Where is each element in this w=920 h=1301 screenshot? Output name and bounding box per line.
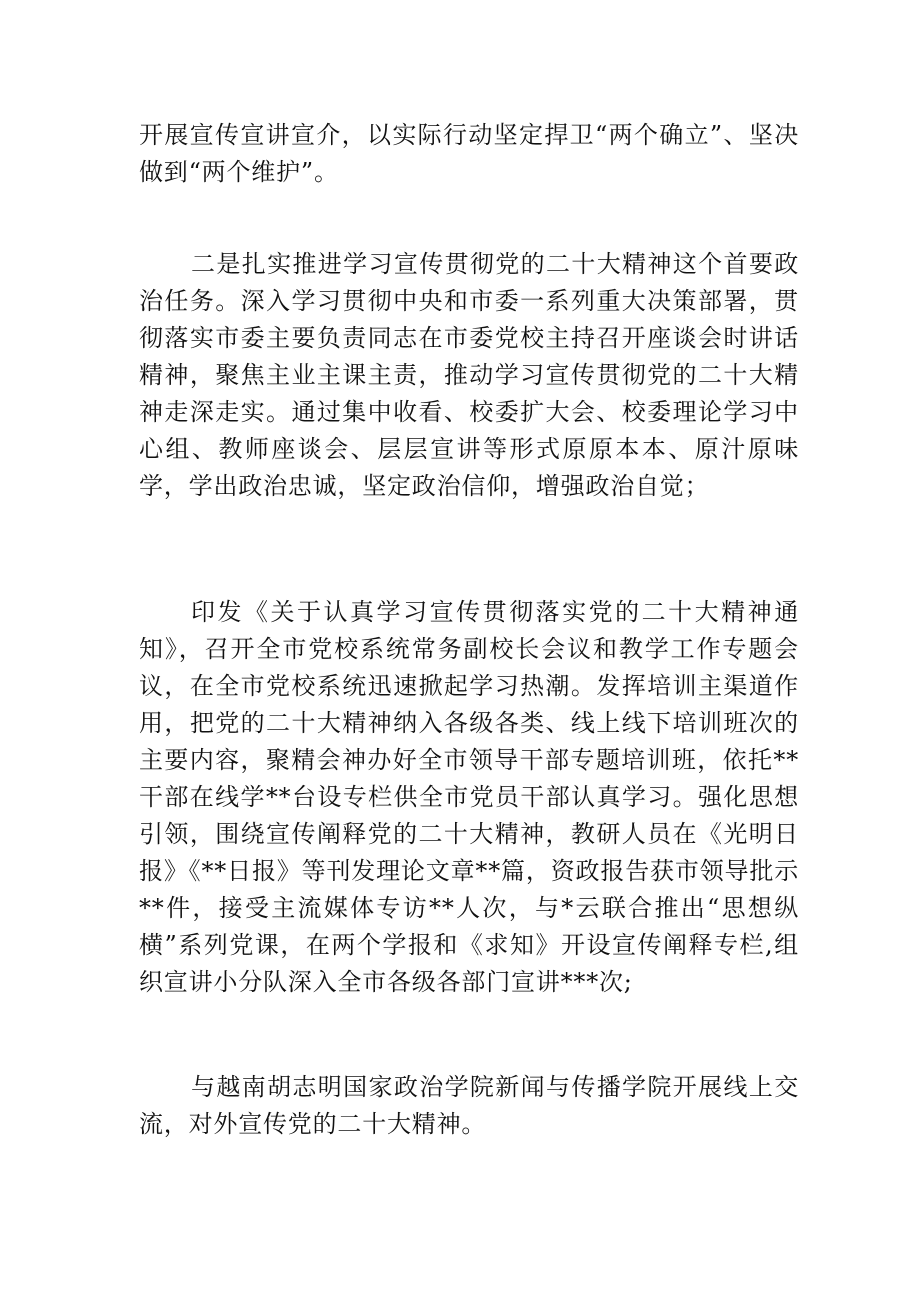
paragraph-notice-training: 印发《关于认真学习宣传贯彻落实党的二十大精神通知》，召开全市党校系统常务副校长会议和教学工作专题会议，在全市党校系统迅速掀起学习热潮。发挥培训主渠道作用，把党的二十大精神纳入各级各类、线上线下培训班次的主要内容，聚精会神办好全市领导干部专题培训班，依托**干部在线学**台设专栏供全市党员干部认真学习。强化思想引领，围绕宣传阐释党的二十大精神，教研人员在《光明日报》《**日报》等刊发理论文章**篇，资政报告获市领导批示**件，接受主流媒体专访**人次，与*云联合推出“思想纵横”系列党课，在两个学报和《求知》开设宣传阐释专栏,组织宣讲小分队深入全市各级各部门宣讲***次; [139,598,799,996]
paragraph-exchange: 与越南胡志明国家政治学院新闻与传播学院开展线上交流，对外宣传党的二十大精神。 [139,1073,799,1138]
paragraph-study-task: 二是扎实推进学习宣传贯彻党的二十大精神这个首要政治任务。深入学习贯彻中央和市委一系列重大决策部署，贯彻落实市委主要负责同志在市委党校主持召开座谈会时讲话精神，聚焦主业主课主责，推动学习宣传贯彻党的二十大精神走深走实。通过集中收看、校委扩大会、校委理论学习中心组、教师座谈会、层层宣讲等形式原原本本、原汁原味学，学出政治忠诚，坚定政治信仰，增强政治自觉； [139,250,799,500]
paragraph-continuation: 开展宣传宣讲宣介，以实际行动坚定捍卫“两个确立”、坚决做到“两个维护”。 [139,121,799,186]
